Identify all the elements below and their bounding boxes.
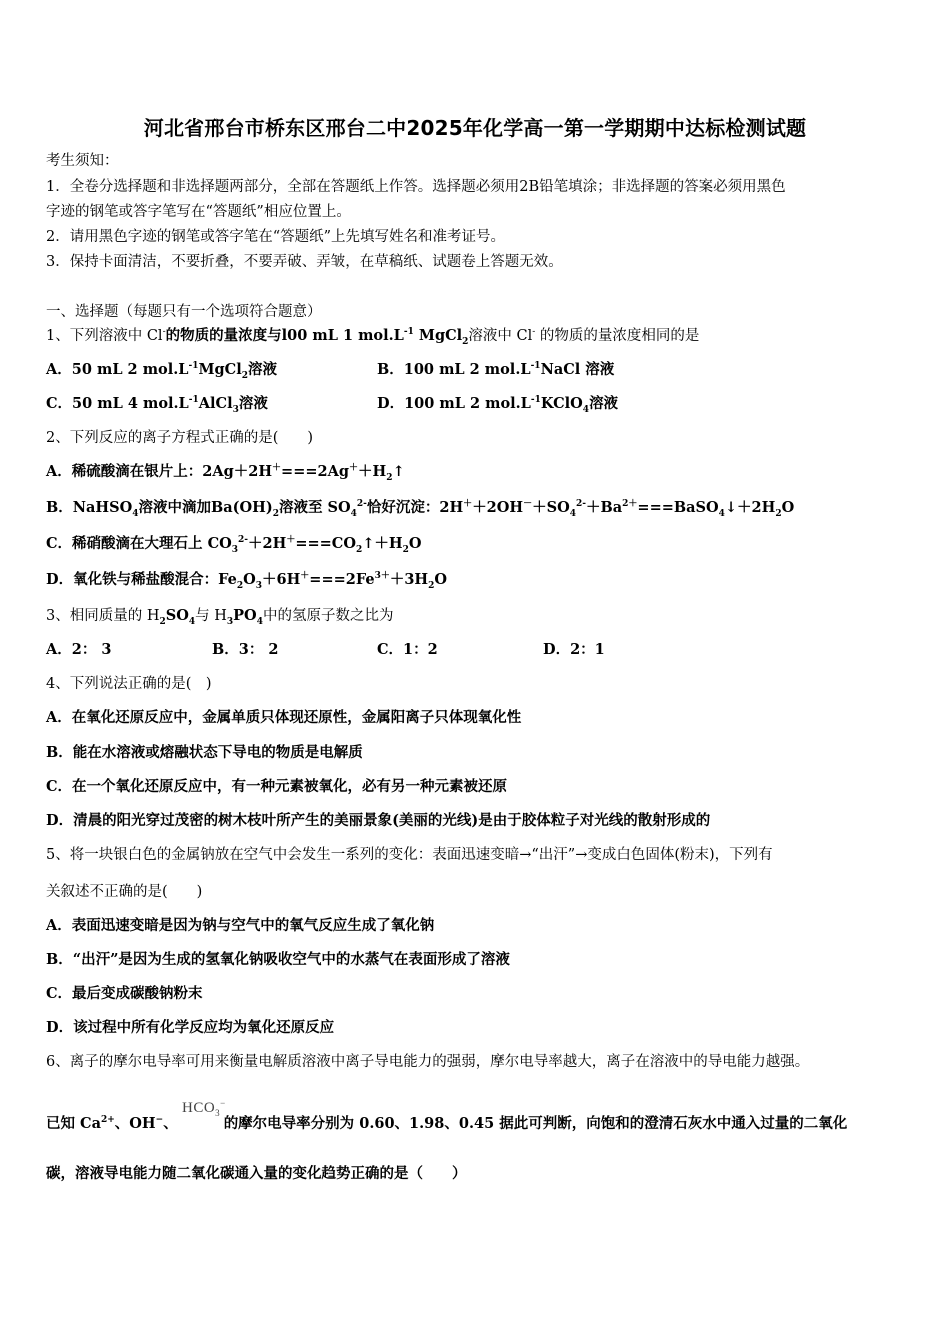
question-2-option-d: D．氧化铁与稀盐酸混合：$Fe_2O_3+6H^+===2Fe^{3+}+3H_2O$ bbox=[46, 571, 448, 591]
question-4-option-d: D．清晨的阳光穿过茂密的树木枝叶所产生的美丽景象(美丽的光线)是由于胶体粒子对光线的散射形成的 bbox=[46, 812, 711, 829]
question-4-option-b: B．能在水溶液或熔融状态下导电的物质是电解质 bbox=[46, 744, 363, 761]
question-1-stem: 1、下列溶液中 Cl-的物质的量浓度与l00 mL 1 $mol.L^{-1}$ MgCl$_2$溶液中 Cl- 的物质的量浓度相同的是 bbox=[46, 327, 700, 347]
question-5-option-b: B．“出汗”是因为生成的氢氧化钠吸收空气中的水蒸气在表面形成了溶液 bbox=[46, 951, 510, 968]
question-4-option-c: C．在一个氧化还原反应中，有一种元素被氧化，必有另一种元素被还原 bbox=[46, 778, 508, 795]
question-5-option-a: A．表面迅速变暗是因为钠与空气中的氧气反应生成了氧化钠 bbox=[46, 917, 435, 934]
notice-item-3: 3．保持卡面清洁，不要折叠，不要弄破、弄皱，在草稿纸、试题卷上答题无效。 bbox=[46, 254, 563, 270]
question-2-option-a: A．稀硫酸滴在银片上：$2Ag+2H^+===2Ag^++H_2↑$ bbox=[46, 463, 405, 483]
question-3-option-d: D．2：1 bbox=[543, 641, 605, 658]
question-2-stem: 2、下列反应的离子方程式正确的是( ) bbox=[46, 430, 314, 446]
question-2-option-c: C．稀硝酸滴在大理石上 $CO_3^{2-}+2H^+===CO_2↑+H_2O$ bbox=[46, 535, 422, 555]
question-5-stem-line1: 5、将一块银白色的金属钠放在空气中会发生一系列的变化：表面迅速变暗→“出汗”→变成白色固体(粉末)，下列有 bbox=[46, 847, 773, 863]
question-1-option-a: A．50 mL 2 $mol.L^{-1}MgCl_2$溶液 bbox=[46, 361, 277, 381]
question-2-option-b: B．NaHSO$_4$溶液中滴加$Ba(OH)_2$溶液至 $SO_4^{2-}$恰好沉淀：$2H^++2OH^-+SO_4^{2-}+Ba^{2+}===BaSO_4↓+2H_2O$ bbox=[46, 499, 795, 519]
question-1-option-d: D．100 mL 2 $mol.L^{-1}KClO_4$溶液 bbox=[377, 395, 619, 415]
question-5-option-d: D．该过程中所有化学反应均为氧化还原反应 bbox=[46, 1019, 335, 1036]
bicarbonate-formula-image: $HCO_3^-$ bbox=[182, 1098, 226, 1118]
notice-item-1a: 1．全卷分选择题和非选择题两部分，全部在答题纸上作答。选择题必须用2B铅笔填涂；非选择题的答案必须用黑色 bbox=[46, 179, 786, 195]
notice-heading: 考生须知： bbox=[46, 153, 119, 169]
question-3-option-b: B．3： 2 bbox=[212, 641, 279, 658]
question-3-option-c: C．1：2 bbox=[377, 641, 438, 658]
question-5-stem-line2: 关叙述不正确的是( ) bbox=[46, 884, 203, 900]
question-4-stem: 4、下列说法正确的是( ) bbox=[46, 676, 212, 692]
notice-item-2: 2．请用黑色字迹的钢笔或答字笔在“答题纸”上先填写姓名和准考证号。 bbox=[46, 229, 506, 245]
question-5-option-c: C．最后变成碳酸钠粉末 bbox=[46, 985, 203, 1002]
question-6-stem-line2: 已知 $Ca^{2+}$、OH−、 的摩尔电导率分别为 0.60、1.98、0.45 据此可判断，向饱和的澄清石灰水中通入过量的二氧化 bbox=[46, 1115, 848, 1132]
question-4-option-a: A．在氧化还原反应中，金属单质只体现还原性，金属阳离子只体现氧化性 bbox=[46, 709, 522, 726]
section-heading: 一、选择题（每题只有一个选项符合题意） bbox=[46, 304, 322, 320]
question-6-stem-line3: 碳，溶液导电能力随二氧化碳通入量的变化趋势正确的是（ ） bbox=[46, 1165, 467, 1182]
exam-title: 河北省邢台市桥东区邢台二中2025年化学高一第一学期期中达标检测试题 bbox=[143, 116, 807, 140]
question-1-option-b: B．100 mL 2 $mol.L^{-1}NaCl$ 溶液 bbox=[377, 361, 615, 378]
notice-item-1b: 字迹的钢笔或答字笔写在“答题纸”相应位置上。 bbox=[46, 204, 351, 220]
question-1-option-c: C．50 mL 4 $mol.L^{-1}AlCl_3$溶液 bbox=[46, 395, 268, 415]
question-3-stem: 3、相同质量的 $H_2SO_4$与 $H_3PO_4$中的氢原子数之比为 bbox=[46, 607, 394, 627]
question-6-stem-line1: 6、离子的摩尔电导率可用来衡量电解质溶液中离子导电能力的强弱，摩尔电导率越大，离子在溶液中的导电能力越强。 bbox=[46, 1054, 810, 1070]
question-3-option-a: A．2： 3 bbox=[46, 641, 112, 658]
